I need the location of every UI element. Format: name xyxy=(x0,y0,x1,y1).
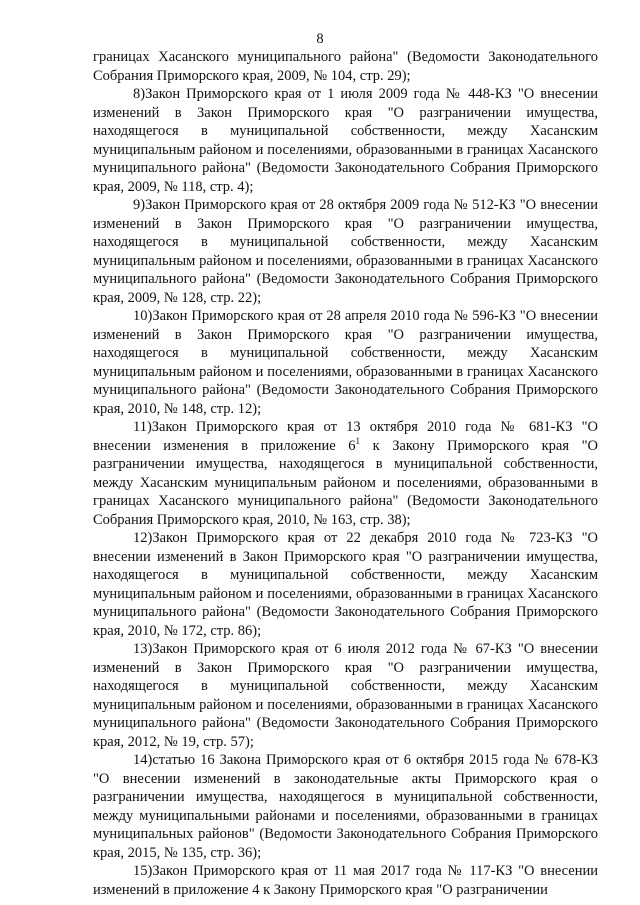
page-number: 8 xyxy=(316,31,324,47)
list-item-8: 8)Закон Приморского края от 1 июля 2009 года № 448-КЗ "О внесении изменений в Закон Приморского края "О разграничении имущества, находящегося в муниципальной собственности, между Хасанским муниципальным районом и поселениями, образованными в границах Хасанского муниципального района" (Ведомости Законодательного Собрания Приморского края, 2009, № 118, стр. 4); xyxy=(93,86,598,195)
list-item-12: 12)Закон Приморского края от 22 декабря 2010 года № 723-КЗ "О внесении изменений в Закон Приморского края "О разграничении имущества, находящегося в муниципальной собственности, между Хасанским муниципальным районом и поселениями, образованными в границах Хасанского муниципального района" (Ведомости Законодательного Собрания Приморского края, 2010, № 172, стр. 86); xyxy=(93,530,598,639)
paragraph-continuation: границах Хасанского муниципального района" (Ведомости Законодательного Собрания Приморского края, 2009, № 104, стр. 29); xyxy=(93,49,598,84)
list-item-11-text-end: к Закону Приморского края "О разграничении имущества, находящегося в муниципальной собственности, между Хасанским муниципальным районом и поселениями, образованными в границах Хасанского муниципального района" (Ведомости Законодательного Собрания Приморского края, 2010, № 163, стр. 38); xyxy=(93,437,599,528)
document-body xyxy=(93,48,598,899)
list-item-9: 9)Закон Приморского края от 28 октября 2009 года № 512-КЗ "О внесении изменений в Закон Приморского края "О разграничении имущества, находящегося в муниципальной собственности, между Хасанским муниципальным районом и поселениями, образованными в границах Хасанского муниципального района" (Ведомости Законодательного Собрания Приморского края, 2009, № 128, стр. 22); xyxy=(93,197,598,306)
list-item-15: 15)Закон Приморского края от 11 мая 2017 года № 117-КЗ "О внесении изменений в приложение 4 к Закону Приморского края "О разграничении xyxy=(93,863,598,898)
list-item-13: 13)Закон Приморского края от 6 июля 2012 года № 67-КЗ "О внесении изменений в Закон Приморского края "О разграничении имущества, находящегося в муниципальной собственности, между Хасанским муниципальным районом и поселениями, образованными в границах Хасанского муниципального района" (Ведомости Законодательного Собрания Приморского края, 2012, № 19, стр. 57); xyxy=(93,641,598,750)
list-item-10: 10)Закон Приморского края от 28 апреля 2010 года № 596-КЗ "О внесении изменений в Закон Приморского края "О разграничении имущества, находящегося в муниципальной собственности, между Хасанским муниципальным районом и поселениями, образованными в границах Хасанского муниципального района" (Ведомости Законодательного Собрания Приморского края, 2010, № 148, стр. 12); xyxy=(93,308,598,417)
list-item-11 xyxy=(93,418,598,529)
list-item-11-text-start: 11)Закон Приморского края от 13 октября 2010 года № 681-КЗ "О внесении изменения в приложение 6 xyxy=(93,419,598,454)
list-item-14: 14)статью 16 Закона Приморского края от 6 октября 2015 года № 678-КЗ "О внесении изменений в законодательные акты Приморского края о разграничении имущества, находящегося в муниципальной собственности, между муниципальными районами и поселениями, образованными в границах муниципальных районов" (Ведомости Законодательного Собрания Приморского края, 2015, № 135, стр. 36); xyxy=(93,752,598,861)
superscript: 1 xyxy=(355,435,361,446)
